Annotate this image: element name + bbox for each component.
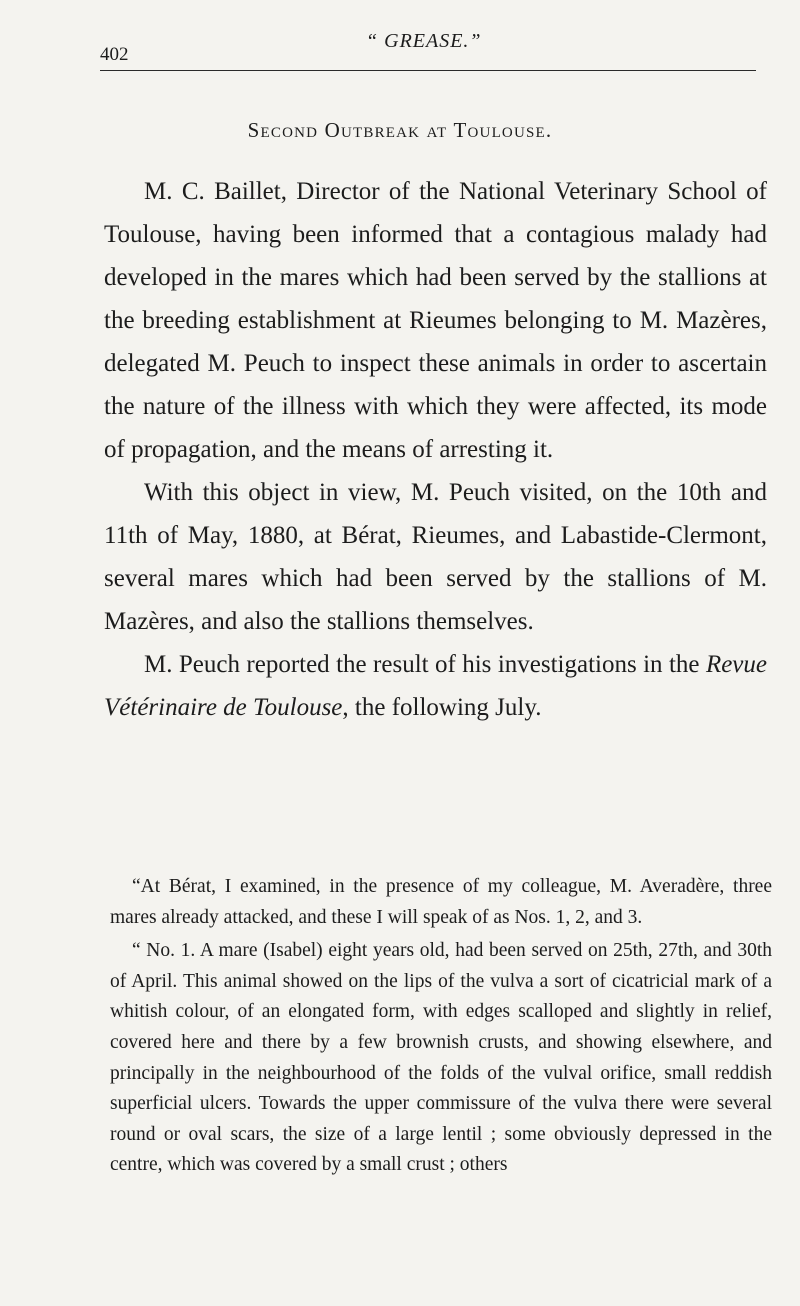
quote-paragraph-2: “ No. 1. A mare (Isabel) eight years old, had been served on 25th, 27th, and 30th of April. This animal showed on the lips of the vulva a sort of cicatricial mark of a whitish colour, of an elongated form, with edges scalloped and slightly in relief, covered here and there by a few brownish crusts, and showing elsewhere, and principally in the neighbourhood of the folds of the vulval orifice, small reddish superficial ulcers. Towards the upper commissure of the vulva there were several round or oval scars, the size of a large lentil ; some obviously depressed in the centre, which was covered by a small crust ; others	[110, 940, 772, 1176]
paragraph-3	[104, 643, 767, 729]
running-head	[0, 28, 800, 68]
paragraph-2: With this object in view, M. Peuch visited, on the 10th and 11th of May, 1880, at Bérat, Rieumes, and Labastide-Clermont, several mares which had been served by the stallions of M. Mazères, and also the stallions themselves.	[104, 479, 767, 635]
paragraph-3-text-start: M. Peuch reported the result of his investigations in the	[144, 651, 706, 678]
journal-title: Revue Vétérinaire de Toulouse	[104, 651, 767, 721]
page-number: 402	[100, 44, 129, 65]
section-title: Second Outbreak at Toulouse.	[247, 118, 553, 142]
paragraph-1: M. C. Baillet, Director of the National Veterinary School of Toulouse, having been informed that a contagious malady had developed in the mares which had been served by the stallions at the breeding establishment at Rieumes belonging to M. Mazères, delegated M. Peuch to inspect these animals in order to ascertain the nature of the illness with which they were affected, its mode of propagation, and the means of arresting it.	[104, 178, 767, 463]
running-title: “ GREASE.”	[366, 30, 482, 52]
body-text	[104, 170, 767, 729]
paragraph-3-text-end: , the following July.	[342, 694, 542, 721]
quote-paragraph-1: “At Bérat, I examined, in the presence of my colleague, M. Averadère, three mares already attacked, and these I will speak of as Nos. 1, 2, and 3.	[110, 876, 772, 928]
quoted-report	[110, 872, 772, 1184]
header-rule	[100, 70, 756, 71]
